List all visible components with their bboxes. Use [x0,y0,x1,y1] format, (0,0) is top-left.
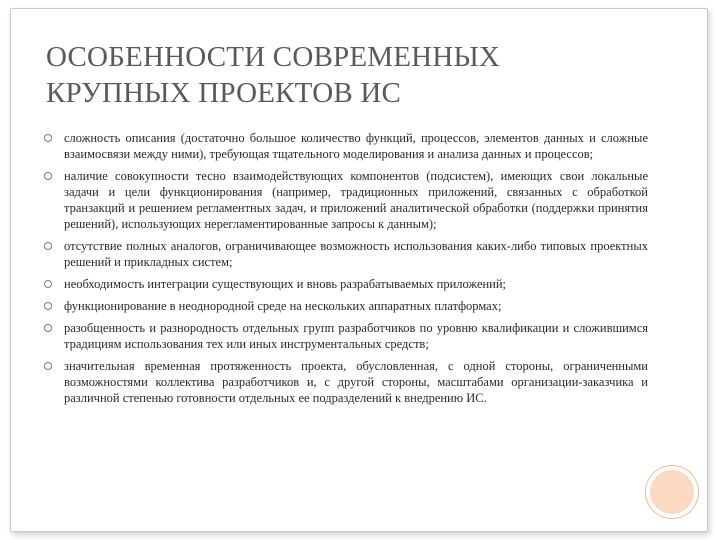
bullet-text: функционирование в неоднородной среде на нескольких аппаратных платформах; [64,299,502,313]
bullet-text: разобщенность и разнородность отдельных групп разработчиков по уровню квалификации и сложившимся традициям использования тех или иных инструментальных средств; [64,321,648,351]
decorative-circle-icon [646,466,698,518]
bullet-circle-icon [44,242,52,250]
bullet-circle-icon [44,280,52,288]
bullet-item [44,358,648,406]
bullet-item [44,276,648,292]
bullet-text: наличие совокупности тесно взаимодействующих компонентов (подсистем), имеющих свои локальные задачи и цели функционирования (например, традиционных приложений, связанных с обработкой транзакций и решением регламентных задач, и приложений аналитической обработки (поддержки принятия решений), использующих нерегламентированные запросы к данным); [64,169,648,231]
bullet-circle-icon [44,172,52,180]
bullet-circle-icon [44,324,52,332]
bullet-text: отсутствие полных аналогов, ограничивающее возможность использования каких-либо типовых проектных решений и прикладных систем; [64,239,648,269]
bullet-item [44,130,648,162]
bullet-item [44,168,648,232]
bullet-list [44,130,648,412]
bullet-circle-icon [44,134,52,142]
bullet-text: сложность описания (достаточно большое количество функций, процессов, элементов данных и сложные взаимосвязи между ними), требующая тщательного моделирования и анализа данных и процессов; [64,131,648,161]
bullet-item [44,238,648,270]
bullet-item [44,320,648,352]
bullet-item [44,298,648,314]
bullet-circle-icon [44,302,52,310]
bullet-text: необходимость интеграции существующих и вновь разрабатываемых приложений; [64,277,507,291]
slide-title: ОСОБЕННОСТИ СОВРЕМЕННЫХ КРУПНЫХ ПРОЕКТОВ ИС [46,41,501,109]
bullet-text: значительная временная протяженность проекта, обусловленная, с одной стороны, ограниченными возможностями коллектива разработчиков и, с другой стороны, масштабами организации-заказчика и различной степенью готовности отдельных ее подразделений к внедрению ИС. [64,359,648,405]
bullet-circle-icon [44,362,52,370]
